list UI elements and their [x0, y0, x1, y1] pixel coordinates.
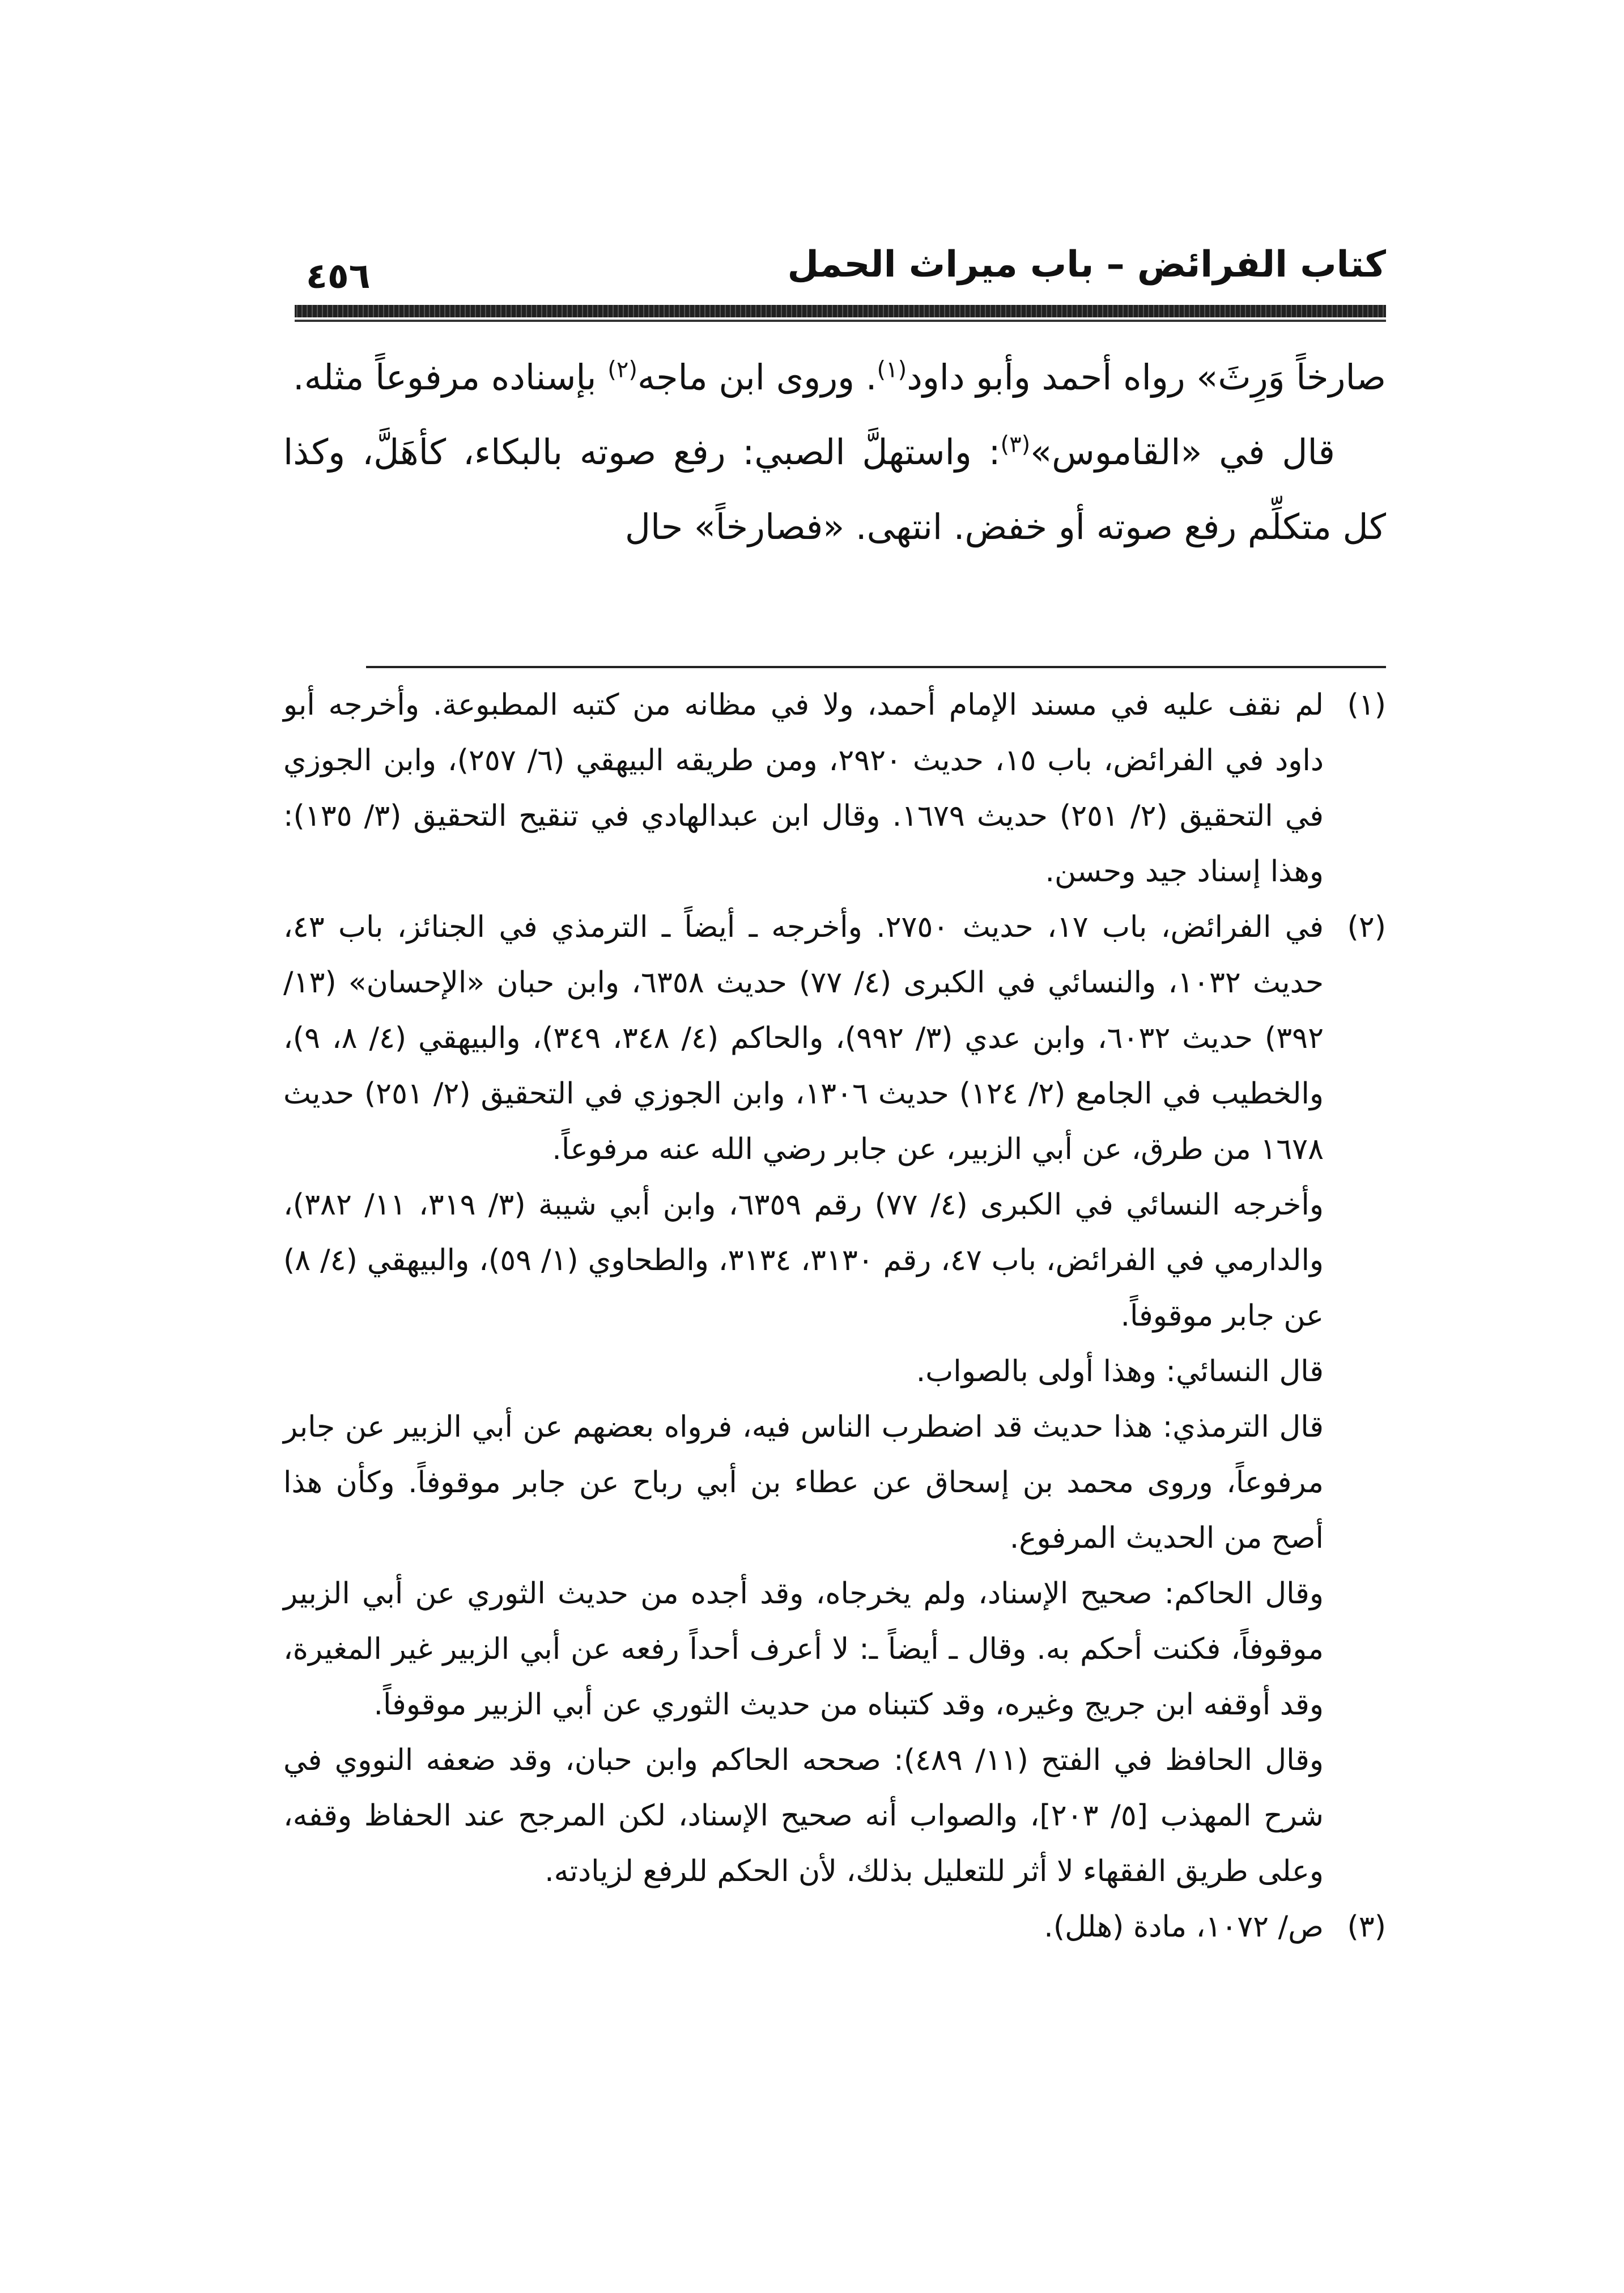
footnote-1	[283, 677, 1386, 899]
header-rule-thin	[295, 320, 1386, 322]
footnote-paragraph: قال الترمذي: هذا حديث قد اضطرب الناس فيه، فرواه بعضهم عن أبي الزبير عن جابر مرفوعاً، وروى محمد بن إسحاق عن عطاء بن أبي رباح عن جابر موقوفاً. وكأن هذا أصح من الحديث المرفوع.	[283, 1410, 1324, 1555]
footnote-paragraph: لم نقف عليه في مسند الإمام أحمد، ولا في مظانه من كتبه المطبوعة. وأخرجه أبو داود في الفرائض، باب ١٥، حديث ٢٩٢٠، ومن طريقه البيهقي (٦/ ٢٥٧)، وابن الجوزي في التحقيق (٢/ ٢٥١) حديث ١٦٧٩. وقال ابن عبدالهادي في تنقيح التحقيق (٣/ ١٣٥): وهذا إسناد جيد وحسن.	[283, 688, 1324, 889]
main-p1-text-c: بإسناده مرفوعاً مثله.	[293, 356, 608, 398]
footnote-paragraph: وقال الحاكم: صحيح الإسناد، ولم يخرجاه، وقد أجده من حديث الثوري عن أبي الزبير موقوفاً، فكنت أحكم به. وقال ـ أيضاً ـ: لا أعرف أحداً رفعه عن أبي الزبير غير المغيرة، وقد أوقفه ابن جريج وغيره، وقد كتبناه من حديث الثوري عن أبي الزبير موقوفاً.	[283, 1577, 1324, 1722]
header-title: كتاب الفرائض – باب ميراث الحمل	[787, 244, 1386, 286]
main-paragraph-1	[283, 340, 1386, 415]
footnote-2	[283, 899, 1386, 1899]
header-rule	[295, 305, 1386, 317]
footnote-number: (١)	[1347, 688, 1386, 722]
footnote-number: (٢)	[1347, 910, 1386, 944]
main-p1-text-a: صارخاً وَرِثَ» رواه أحمد وأبو داود	[907, 356, 1386, 398]
footnote-paragraph: ص/ ١٠٧٢، مادة (هلل).	[1044, 1910, 1324, 1944]
footnote-ref-1: (١)	[877, 356, 907, 383]
footnote-separator	[366, 666, 1386, 668]
main-text	[283, 340, 1386, 564]
running-header	[306, 238, 1386, 300]
main-p2-text-a: قال في «القاموس»	[1030, 431, 1335, 473]
footnote-paragraph: وقال الحافظ في الفتح (١١/ ٤٨٩): صححه الحاكم وابن حبان، وقد ضعفه النووي في شرح المهذب [٥/ ٢٠٣]، والصواب أنه صحيح الإسناد، لكن المرجح عند الحفاظ وقفه، وعلى طريق الفقهاء لا أثر للتعليل بذلك، لأن الحكم للرفع لزيادته.	[283, 1743, 1324, 1888]
footnotes	[283, 677, 1386, 1955]
footnote-paragraph: في الفرائض، باب ١٧، حديث ٢٧٥٠. وأخرجه ـ أيضاً ـ الترمذي في الجنائز، باب ٤٣، حديث ١٠٣٢، والنسائي في الكبرى (٤/ ٧٧) حديث ٦٣٥٨، وابن حبان «الإحسان» (١٣/ ٣٩٢) حديث ٦٠٣٢، وابن عدي (٣/ ٩٩٢)، والحاكم (٤/ ٣٤٨، ٣٤٩)، والبيهقي (٤/ ٨، ٩)، والخطيب في الجامع (٢/ ١٢٤) حديث ١٣٠٦، وابن الجوزي في التحقيق (٢/ ٢٥١) حديث ١٦٧٨ من طرق، عن أبي الزبير، عن جابر رضي الله عنه مرفوعاً.	[283, 910, 1324, 1166]
main-p1-text-b: . وروى ابن ماجه	[637, 356, 877, 398]
footnote-3	[283, 1899, 1386, 1955]
footnote-ref-2: (٢)	[607, 356, 637, 383]
footnote-paragraph: قال النسائي: وهذا أولى بالصواب.	[916, 1354, 1324, 1388]
main-p2-text-b: : واستهلَّ الصبي: رفع صوته بالبكاء، كأهَلَّ، وكذا كل متكلِّم رفع صوته أو خفض. انتهى. «فصارخاً» حال	[283, 431, 1386, 547]
footnote-paragraph: وأخرجه النسائي في الكبرى (٤/ ٧٧) رقم ٦٣٥٩، وابن أبي شيبة (٣/ ٣١٩، ١١/ ٣٨٢)، والدارمي في الفرائض، باب ٤٧، رقم ٣١٣٠، ٣١٣٤، والطحاوي (١/ ٥٩)، والبيهقي (٤/ ٨) عن جابر موقوفاً.	[283, 1188, 1324, 1333]
footnote-number: (٣)	[1347, 1910, 1386, 1944]
footnote-ref-3: (٣)	[1000, 431, 1031, 458]
page-number: ٤٥٦	[306, 255, 371, 296]
main-paragraph-2	[283, 415, 1386, 564]
